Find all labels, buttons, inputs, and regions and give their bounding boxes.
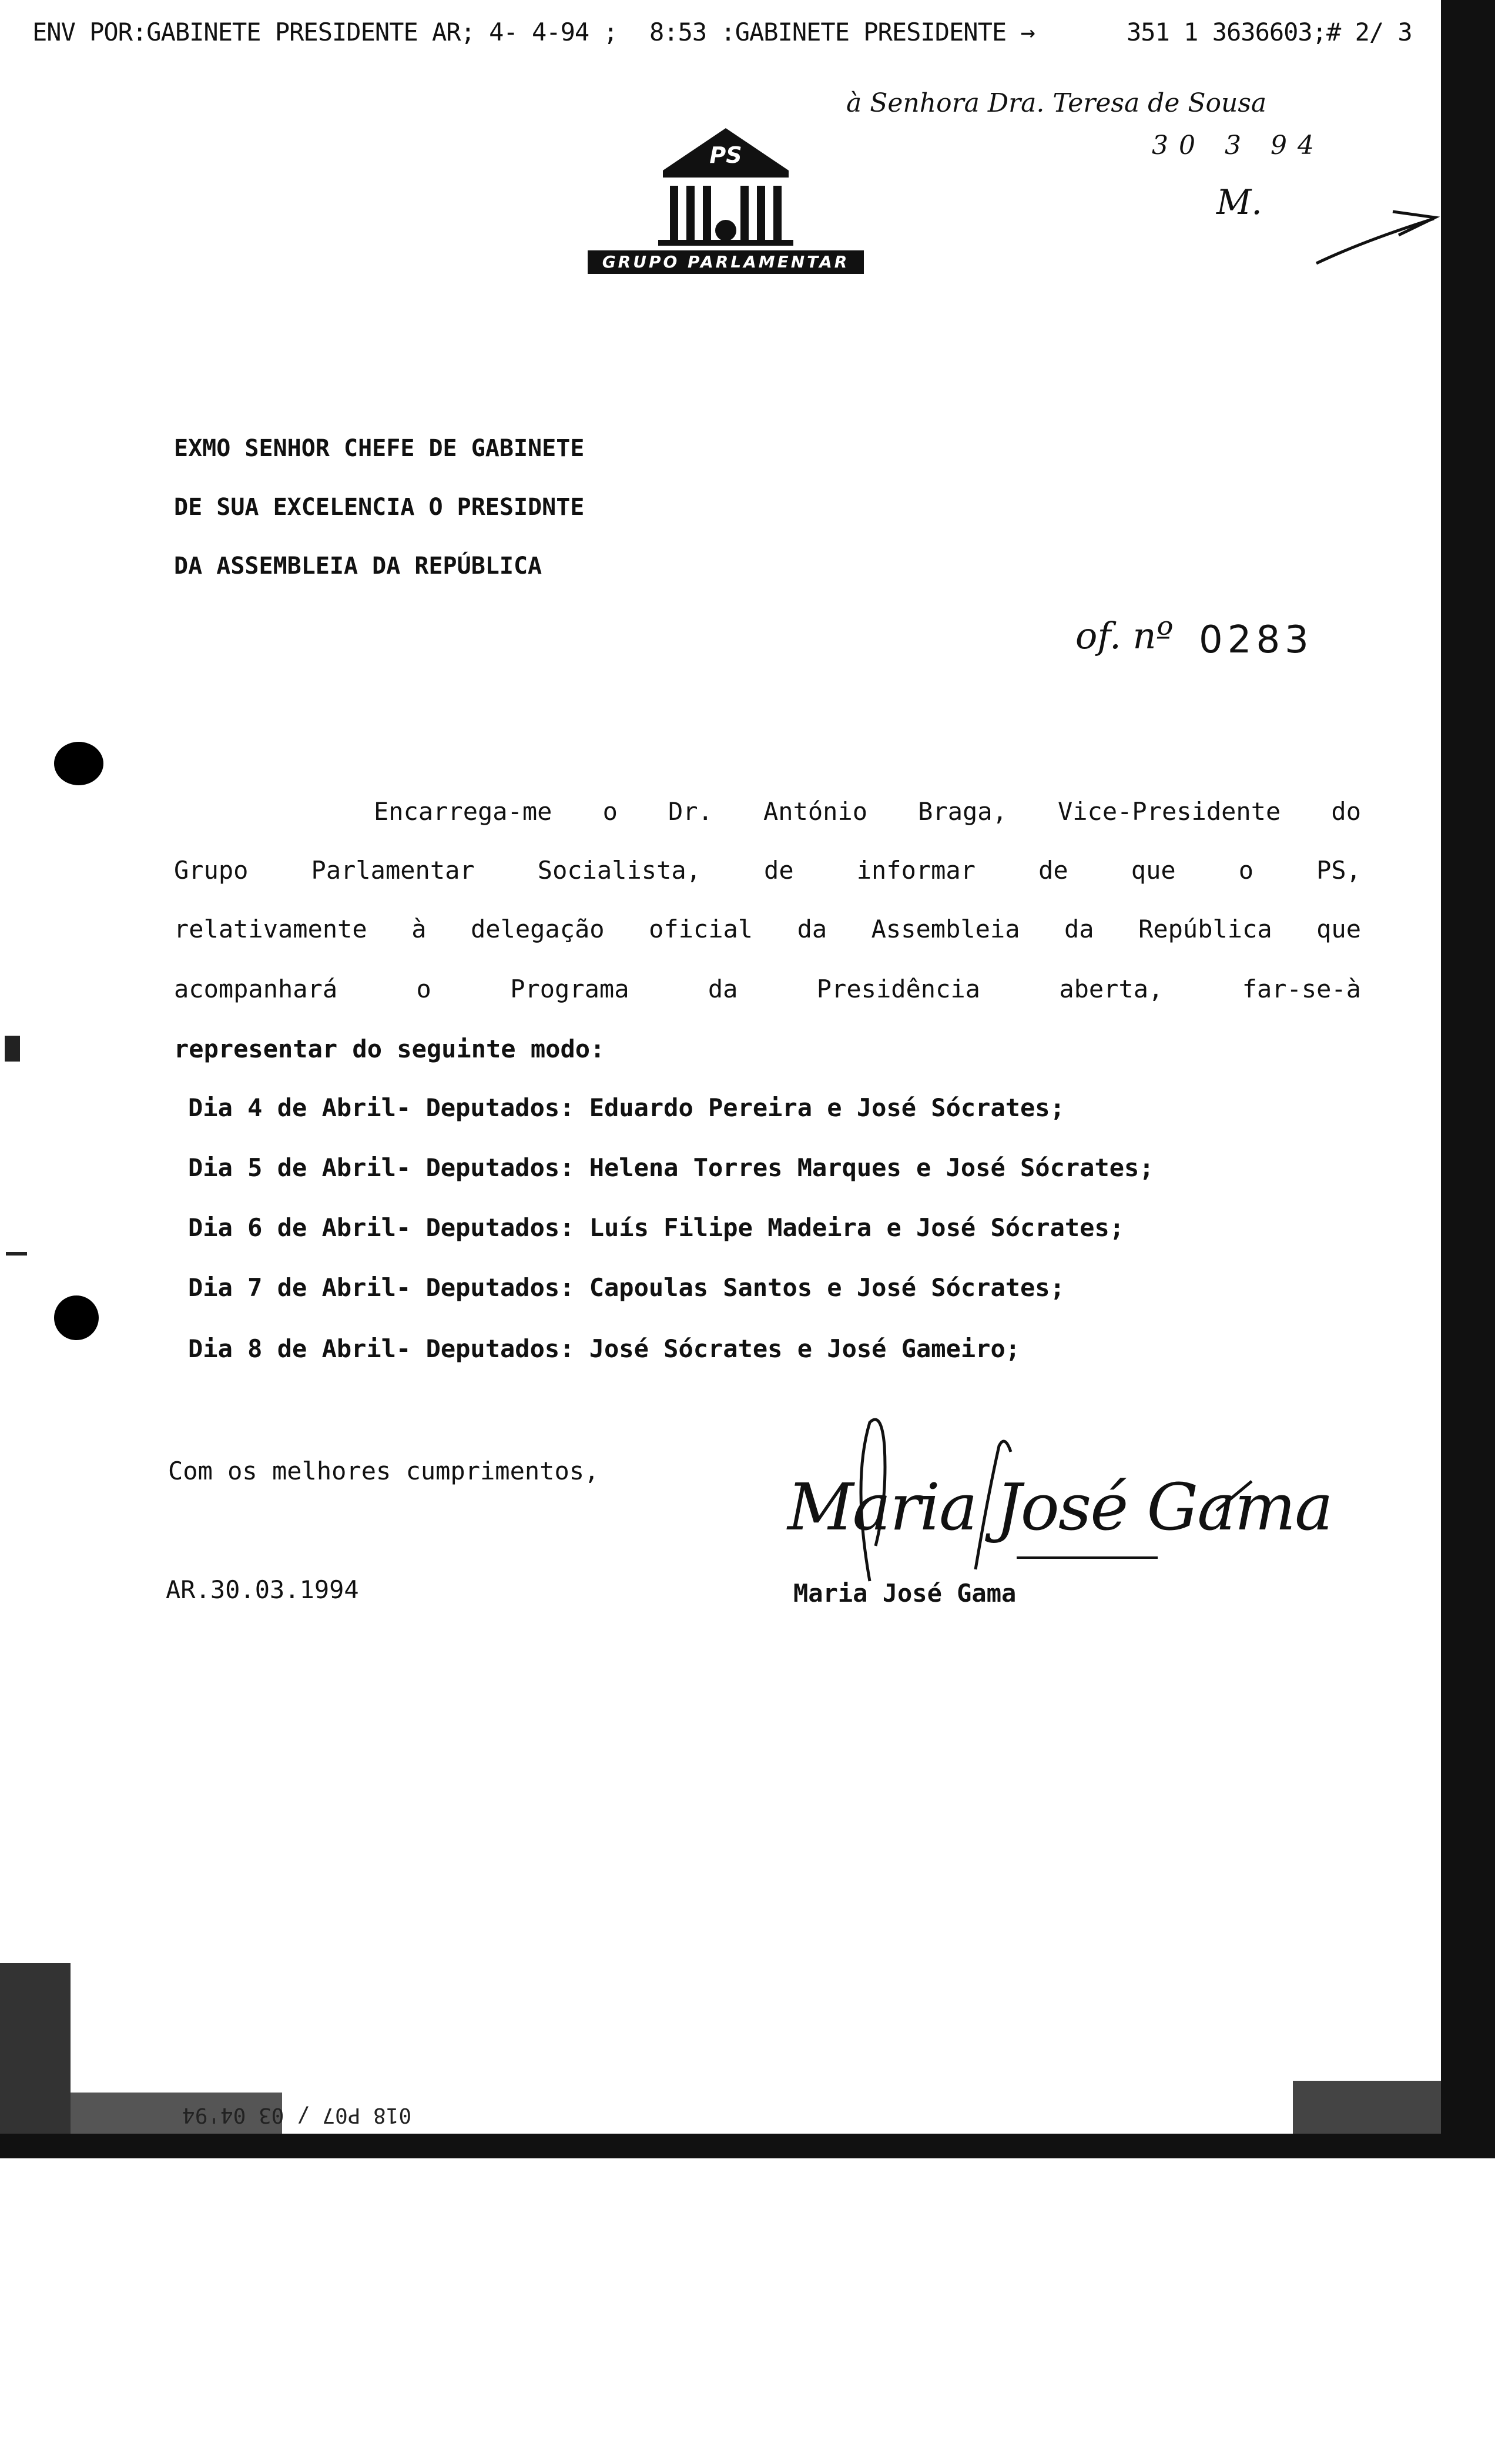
schedule-day-7: Dia 7 de Abril- Deputados: Capoulas Santos e José Sócrates; [188,1273,1065,1302]
fax-time-destination: 8:53 :GABINETE PRESIDENTE → [649,18,1035,46]
reference-number: 0283 [1199,618,1313,662]
footer-mark: 018 P07 / 03 04'94 [182,2103,412,2127]
body-line-5: representar do seguinte modo: [174,1035,605,1063]
addressee-line3: DA ASSEMBLEIA DA REPÚBLICA [174,553,542,580]
closing-line: Com os melhores cumprimentos, [168,1457,599,1485]
scan-edge [1441,0,1495,2134]
schedule-day-8: Dia 8 de Abril- Deputados: José Sócrates e José Gameiro; [188,1334,1021,1363]
scan-bottom-edge [0,2134,1495,2158]
fax-number: 351 1 3636603;# 2/ 3 [1127,18,1412,46]
body-line-3: relativamente à delegação oficial da Assembleia da República que [174,915,1361,943]
schedule-day-5: Dia 5 de Abril- Deputados: Helena Torres Marques e José Sócrates; [188,1153,1154,1182]
ps-logo [588,125,870,277]
fax-sender: ENV POR:GABINETE PRESIDENTE AR; 4- 4-94 ; [32,18,618,46]
logo-caption: GRUPO PARLAMENTAR [588,250,864,274]
signature-flourish-icon [782,1411,1263,1587]
fax-header [32,18,1419,53]
handwritten-initials: M. [1216,182,1262,222]
punch-hole-mark [54,742,103,785]
schedule-day-4: Dia 4 de Abril- Deputados: Eduardo Pereira e José Sócrates; [188,1093,1065,1122]
punch-hole-mark [54,1295,99,1340]
logo-badge: PS [709,142,742,168]
scan-artifact [5,1036,20,1062]
handwritten-arrow-icon [1310,194,1440,270]
reference-prefix: of. nº [1075,614,1174,657]
addressee-line1: EXMO SENHOR CHEFE DE GABINETE [174,435,585,462]
letter-date: AR.30.03.1994 [166,1575,359,1604]
body-line-4: acompanhará o Programa da Presidência aberta, far-se-à [174,975,1361,1003]
handwritten-note-line2: 30 3 94 [1152,130,1325,160]
scan-artifact [1293,2081,1441,2134]
addressee-line2: DE SUA EXCELENCIA O PRESIDNTE [174,494,585,521]
schedule-day-6: Dia 6 de Abril- Deputados: Luís Filipe Madeira e José Sócrates; [188,1213,1125,1242]
scan-artifact [0,1963,71,2134]
body-line-1: Encarrega-me o Dr. António Braga, Vice-Presidente do [374,797,1361,826]
handwritten-signature: Maria José Gama [787,1469,1332,1545]
signatory-name: Maria José Gama [793,1579,1017,1608]
scan-artifact [6,1252,27,1256]
body-line-2: Grupo Parlamentar Socialista, de informar de que o PS, [174,856,1361,885]
handwritten-note-line1: à Senhora Dra. Teresa de Sousa [846,88,1267,118]
